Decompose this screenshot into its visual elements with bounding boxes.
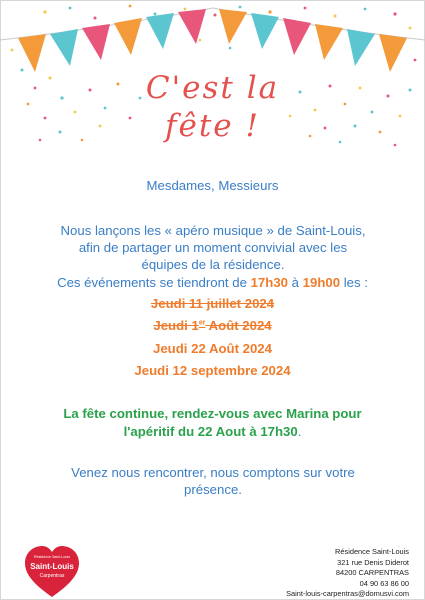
salutation: Mesdames, Messieurs — [146, 178, 279, 193]
schedule-connector: à — [288, 275, 303, 290]
date-3: Jeudi 22 Août 2024 — [153, 341, 272, 356]
title-line-2: fête ! — [165, 108, 260, 144]
date-4: Jeudi 12 septembre 2024 — [134, 363, 291, 378]
address-block — [286, 547, 409, 600]
intro-paragraph: Nous lançons les « apéro musique » de Saint-Louis, afin de partager un moment convivial avec les équipes de la résidence. — [60, 223, 366, 272]
date-2 — [0, 318, 425, 333]
address-city: 84200 CARPENTRAS — [335, 568, 409, 578]
date-1: Jeudi 11 juillet 2024 — [150, 296, 275, 311]
schedule-suffix: les : — [340, 275, 368, 290]
start-time: 17h30 — [250, 275, 288, 290]
schedule-prefix: Ces événements se tiendront de — [57, 275, 251, 290]
address-street: 321 rue Denis Diderot — [337, 557, 409, 567]
title-line-1: C'est la — [145, 70, 280, 106]
highlight-paragraph — [40, 405, 385, 441]
date-2-day: Jeudi 1 — [153, 318, 199, 333]
end-time: 19h00 — [302, 275, 341, 290]
highlight-end: . — [297, 424, 302, 439]
schedule-line — [0, 274, 425, 291]
address-email[interactable]: Saint-louis-carpentras@domusvi.com — [286, 589, 409, 599]
closing-paragraph: Venez nous rencontrer, nous comptons sur votre présence. — [71, 465, 355, 497]
date-2-month: Août 2024 — [205, 318, 272, 333]
address-name: Résidence Saint-Louis — [335, 547, 409, 556]
logo-name: Saint-Louis — [30, 562, 74, 571]
logo-top-text: Résidence Saint-Louis — [34, 555, 70, 559]
highlight-text: La fête continue, rendez-vous avec Marina pour l'apéritif du 22 Aout à 17h30 — [63, 406, 362, 439]
residence-logo — [23, 543, 81, 599]
flags — [18, 9, 407, 72]
date-2-suffix: er — [198, 319, 206, 327]
logo-city: Carpentras — [39, 573, 65, 579]
address-phone: 04 90 63 86 00 — [359, 578, 409, 588]
